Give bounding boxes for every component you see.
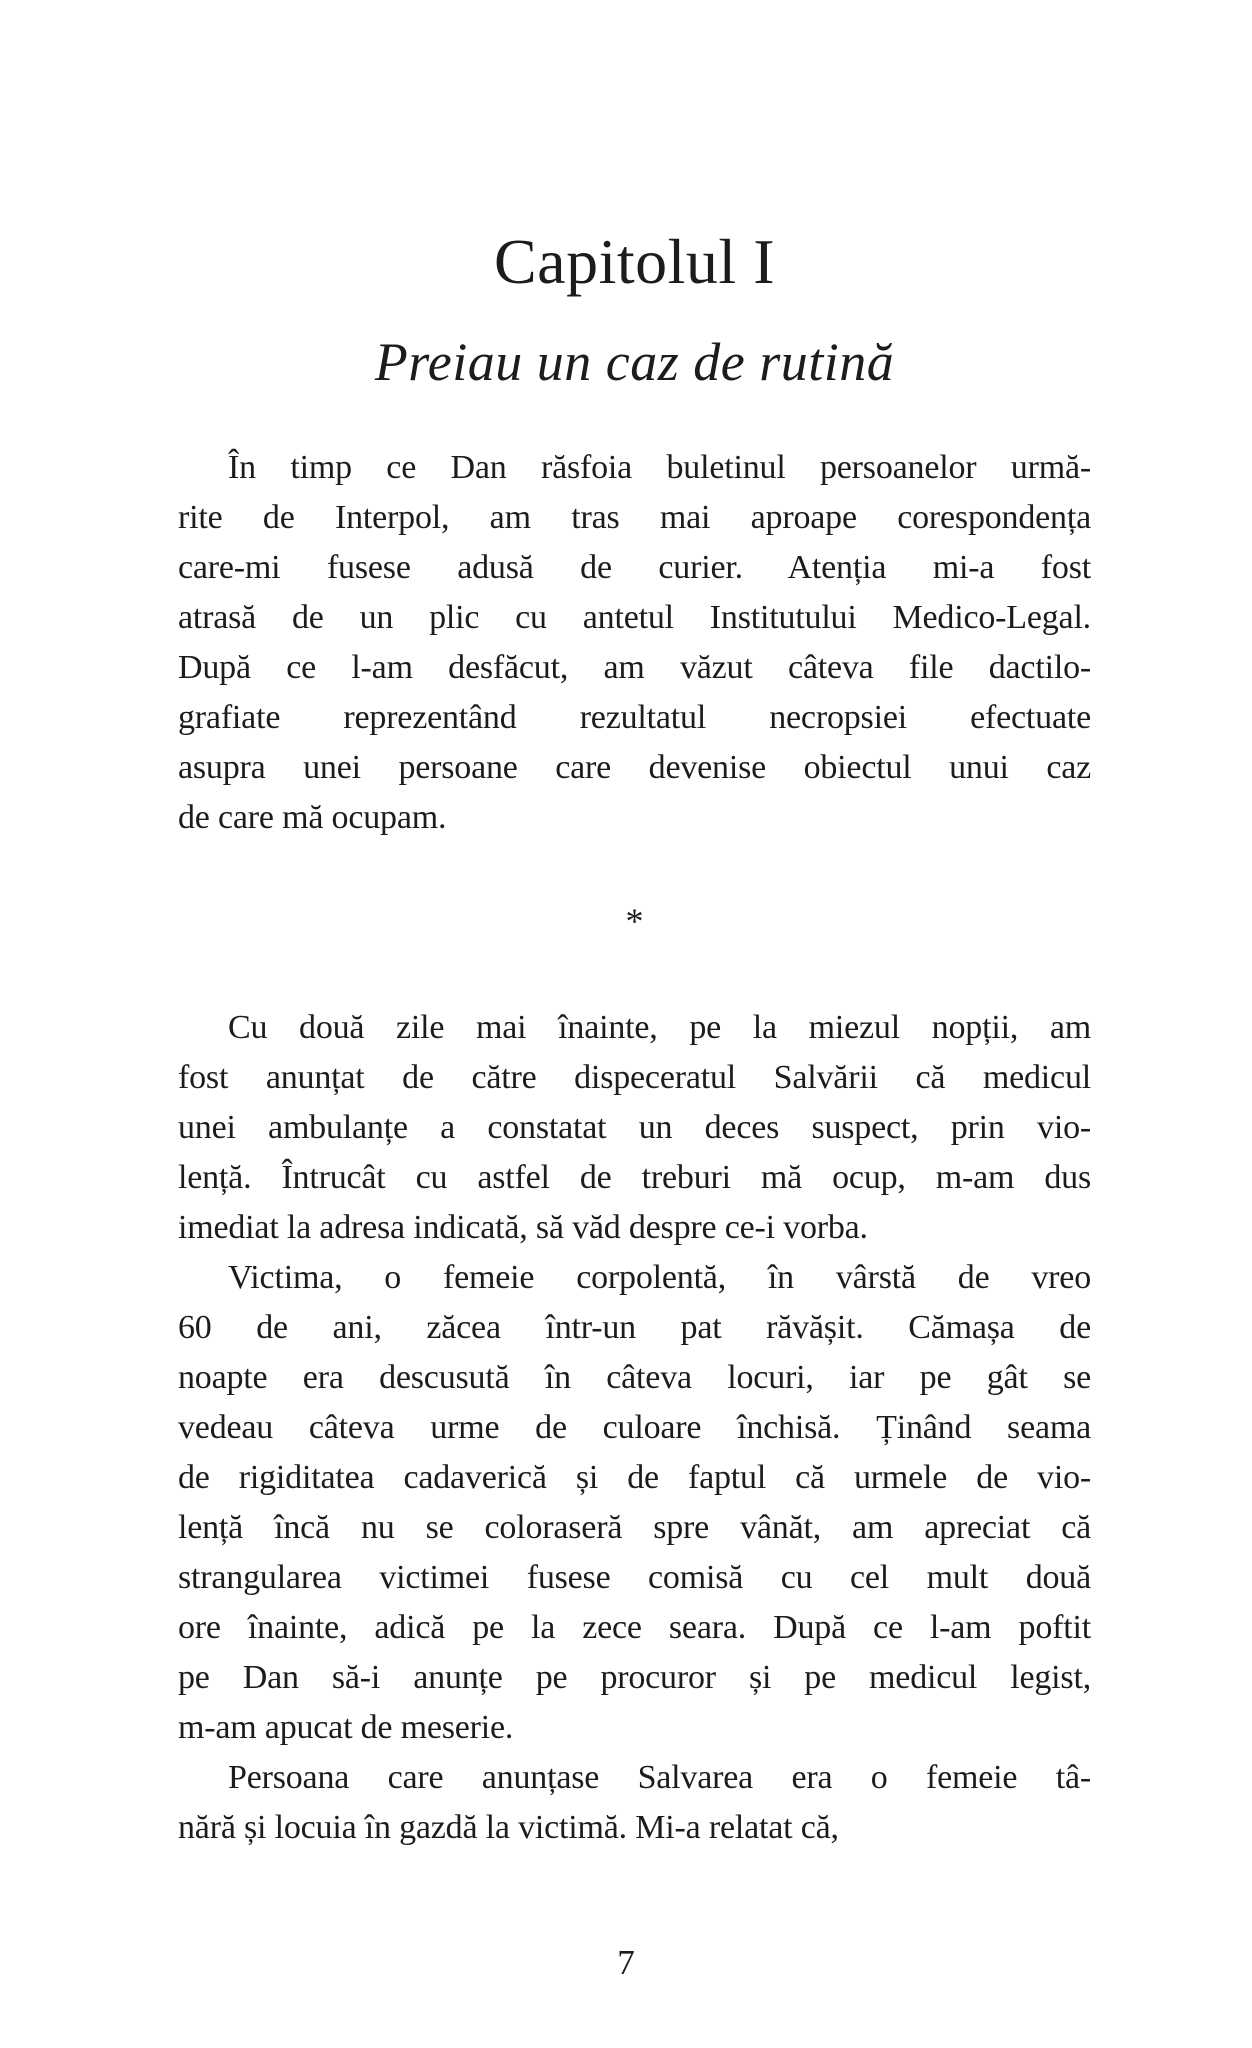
text-column xyxy=(178,0,1091,1853)
text-line: lență. Întrucât cu astfel de treburi mă ocup, m-am dus xyxy=(178,1159,1091,1196)
text-line: rite de Interpol, am tras mai aproape corespondența xyxy=(178,499,1091,536)
text-line: În timp ce Dan răsfoia buletinul persoanelor urmă- xyxy=(228,449,1091,486)
text-line: atrasă de un plic cu antetul Institutului Medico-Legal. xyxy=(178,599,1091,636)
text-line: vedeau câteva urme de culoare închisă. Ținând seama xyxy=(178,1409,1091,1446)
section-separator: * xyxy=(625,901,644,941)
text-line: pe Dan să-i anunțe pe procuror și pe medicul legist, xyxy=(178,1659,1091,1696)
paragraph xyxy=(178,443,1091,843)
body-sections xyxy=(178,443,1091,1853)
text-line: lență încă nu se coloraseră spre vânăt, am apreciat că xyxy=(178,1509,1091,1546)
text-line: ore înainte, adică pe la zece seara. După ce l-am poftit xyxy=(178,1609,1091,1646)
text-line: După ce l-am desfăcut, am văzut câteva file dactilo- xyxy=(178,649,1091,686)
text-line: de care mă ocupam. xyxy=(178,799,447,836)
text-line: asupra unei persoane care devenise obiectul unui caz xyxy=(178,749,1091,786)
text-line: grafiate reprezentând rezultatul necropsiei efectuate xyxy=(178,699,1091,736)
paragraph-block xyxy=(178,1003,1091,1853)
chapter-title: Capitolul I xyxy=(493,226,776,297)
text-line: care-mi fusese adusă de curier. Atenția mi-a fost xyxy=(178,549,1091,586)
text-line: imediat la adresa indicată, să văd despre ce-i vorba. xyxy=(178,1209,868,1246)
paragraph xyxy=(178,1003,1091,1253)
text-line: Persoana care anunțase Salvarea era o femeie tâ- xyxy=(228,1759,1091,1796)
text-line: strangularea victimei fusese comisă cu cel mult două xyxy=(178,1559,1091,1596)
text-line: 60 de ani, zăcea într-un pat răvășit. Cămașa de xyxy=(178,1309,1091,1346)
text-line: Victima, o femeie corpolentă, în vârstă de vreo xyxy=(228,1259,1091,1296)
text-line: de rigiditatea cadaverică și de faptul că urmele de vio- xyxy=(178,1459,1091,1496)
text-line: unei ambulanțe a constatat un deces suspect, prin vio- xyxy=(178,1109,1091,1146)
paragraph xyxy=(178,1253,1091,1753)
text-line: nără și locuia în gazdă la victimă. Mi-a relatat că, xyxy=(178,1809,839,1846)
text-line: fost anunțat de către dispeceratul Salvării că medicul xyxy=(178,1059,1091,1096)
paragraph-block xyxy=(178,443,1091,843)
page-number: 7 xyxy=(617,1943,635,1982)
chapter-subtitle: Preiau un caz de rutină xyxy=(374,332,895,392)
text-line: Cu două zile mai înainte, pe la miezul nopții, am xyxy=(228,1009,1091,1046)
text-line: noapte era descusută în câteva locuri, iar pe gât se xyxy=(178,1359,1091,1396)
text-line: m-am apucat de meserie. xyxy=(178,1709,514,1746)
paragraph xyxy=(178,1753,1091,1853)
